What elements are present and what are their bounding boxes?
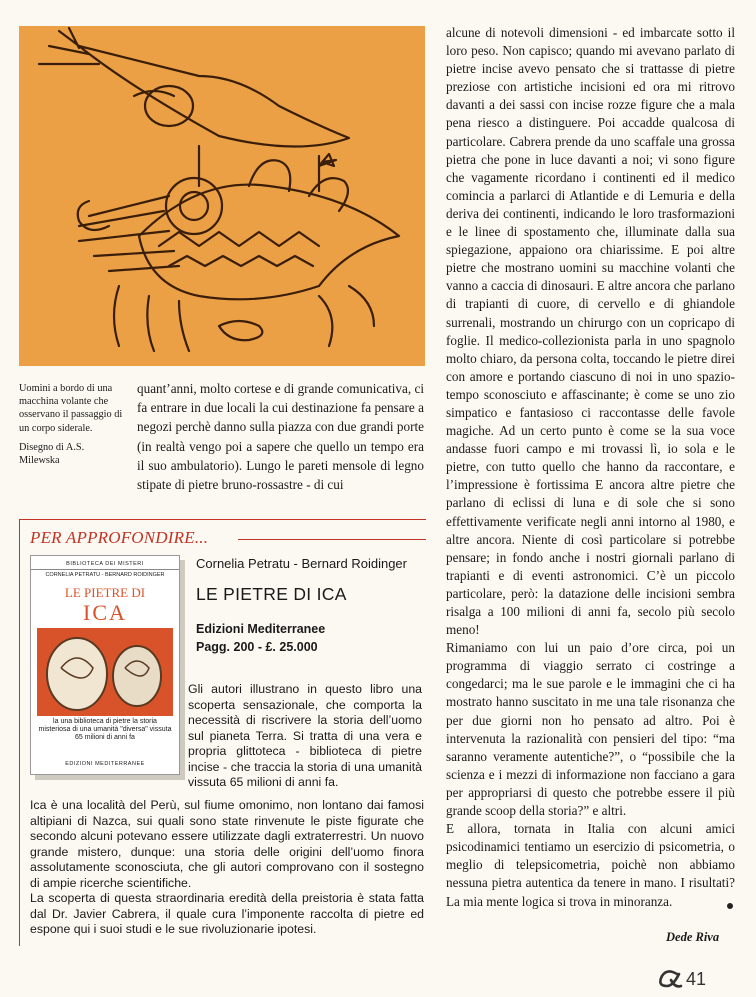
right-paragraph-1: alcune di notevoli dimensioni - ed imbarcate sotto il loro peso. Non capisco; quando mi avevano parlato di pietre incise avevo pensato che si trattasse di pietre preziose con artistiche incisioni ed ora mi ritrovo davanti a dei sassi con incise rozze figure che a mala pena riesco a distinguere. Poi accadde qualcosa di particolare. Cabrera prende da uno scaffale una grossa pietra che pone in luce davanti a noi; vi sono figure che vagamente ricordano i continenti ed il medico comincia a parlarci di Atlantide e di Lemuria e della deriva dei continenti, indicando le loro trasformazioni e le linee di spostamento che, illuminate dalla sua spiegazione, appaiono ora chiarissime. E poi altre pietre che mostrano uomini su macchine volanti che vanno a caccia di dinosauri. E altre ancora che parlano di trapianti di cuore, di cervello e di ghiandole surrenali, mostrando un chirurgo con un copricapo di foglie. Il medico-collezionista parla in uno spagnolo molto chiaro, da persona colta, toccando le pietre direi con amore e portando ciascuno di noi in uno spazio-tempo sconosciuto e affascinante; è come se uno zio simpatico e fantasioso ci raccontasse delle favole magiche. Ad un certo punto è come se la sua voce andasse fuori campo e mi trovassi lì, io sola e le pietre, con tutto quello che hanno da raccontare, e l’impressione è fortissima E ancora altre pietre che parlano di eclissi di luna e di sole che si sono effettivamente verificate negli anni intorno al 1980, e altre ancora. Niente di così particolare si potrebbe pensare; in fondo anche i nostri giornali parlano di trapianti e di eventi astronomici. C’è un piccolo particolare, però: la datazione delle incisioni sembra risalga a 100 milioni di anni fa, secolo più secolo meno!	[446, 25, 735, 638]
end-bullet	[727, 903, 733, 909]
right-paragraph-3: E allora, tornata in Italia con alcuni amici psicodinamici tentiamo un esercizio di psicometria, o meglio di telepsicometria, poichè non abbiamo nessuna pietra autentica da tenere in mano. I risultati? La mia mente logica si trova in minoranza.	[446, 821, 735, 909]
caption-credit: Disegno di A.S. Milewska	[19, 441, 85, 467]
book-authors: Cornelia Petratu - Bernard Roidinger	[196, 556, 407, 571]
author-signature: Dede Riva	[666, 930, 720, 944]
stones-image	[37, 628, 173, 716]
book-intro: Gli autori illustrano in questo libro una scoperta sensazionale, che comporta la necessità di riscrivere la storia dell’uomo sul pianeta Terra. Si tratta di una vera e propria glittoteca - biblioteca di pietre incise - che traccia la storia di una umanità vissuta 65 milioni di anni fa.	[188, 682, 422, 789]
alpha-logo-icon	[657, 968, 683, 995]
cover-title-line1: LE PIETRE DI	[64, 585, 146, 600]
book-pages-price: Pagg. 200 - £. 25.000	[196, 640, 318, 654]
middle-column-text: quant’anni, molto cortese e di grande comunicativa, ci fa entrare in due locali la cui destinazione fa pensare a negozi perchè danno sulla piazza con due grandi porte (in realtà vengo poi a sapere che quello un tempo era il suo ambulatorio). Lungo le pareti mensole di legno stipate di pietre bruno-rossastre - di cui	[137, 381, 424, 493]
box-body-paragraph-1: Ica è una località del Perù, sul fiume omonimo, non lontano dai famosi altipiani di Nazca, sui quali sono state rinvenute le piste figurate che secondo alcuni potevano essere utilizzate dagli extraterrestri. Un nuovo grande mistero, dunque: una storia delle origini dell’uomo finora assolutamente sconosciuta, che gli autori comprovano con il sostegno di ampie ricerche scientifiche.	[30, 798, 424, 890]
illustration-caption	[19, 382, 125, 473]
flying-machine-illustration	[19, 26, 425, 366]
book-title: LE PIETRE DI ICA	[196, 584, 347, 604]
right-paragraph-2: Rimaniamo con lui un paio d’ore circa, poi un programma di viaggio serrato ci costringe a congedarci; ma le sue parole e le immagini che ci ha mostrato hanno suscitato in me una tale risonanza che per due giorni non ho pensato ad altro. Poi è intervenuta la razionalità con pensieri del tipo: “ma saranno veramente autentiche?”, o “possibile che la scienza e i mezzi di informazione non facciano a gara per appropriarsi di questo che potrebbe essere il più grande scoop della storia?” e altri.	[446, 640, 735, 819]
caption-text: Uomini a bordo di una macchina volante che osservano il passaggio di un corpo siderale.	[19, 383, 123, 434]
engraving-drawing	[19, 26, 425, 366]
page-number: 41	[686, 969, 707, 989]
book-publisher: Edizioni Mediterranee	[196, 622, 326, 636]
cover-series: BIBLIOTECA DEI MISTERI	[31, 561, 179, 570]
right-column	[446, 24, 735, 911]
cover-title-line2: ICA	[83, 600, 127, 625]
box-body	[30, 798, 424, 938]
cover-authors: CORNELIA PETRATU - BERNARD ROIDINGER	[45, 572, 165, 578]
book-cover	[30, 555, 180, 775]
further-reading-box	[19, 519, 426, 946]
cover-publisher: EDIZIONI MEDITERRANEE	[65, 761, 145, 767]
box-body-paragraph-2: La scoperta di questa straordinaria eredità della preistoria è stata fatta dal Dr. Javier Cabrera, il quale cura l’imponente raccolta di pietre ed espone qui i suoi studi e le sue rivoluzionarie ipotesi.	[30, 891, 424, 936]
cover-blurb: la una biblioteca di pietre la storia misteriosa di una umanità "diversa" vissuta 65 milioni di anni fa	[38, 718, 172, 741]
box-heading-rule	[238, 539, 426, 540]
box-heading: PER APPROFONDIRE...	[30, 528, 209, 547]
cover-stone-photo	[37, 628, 173, 716]
